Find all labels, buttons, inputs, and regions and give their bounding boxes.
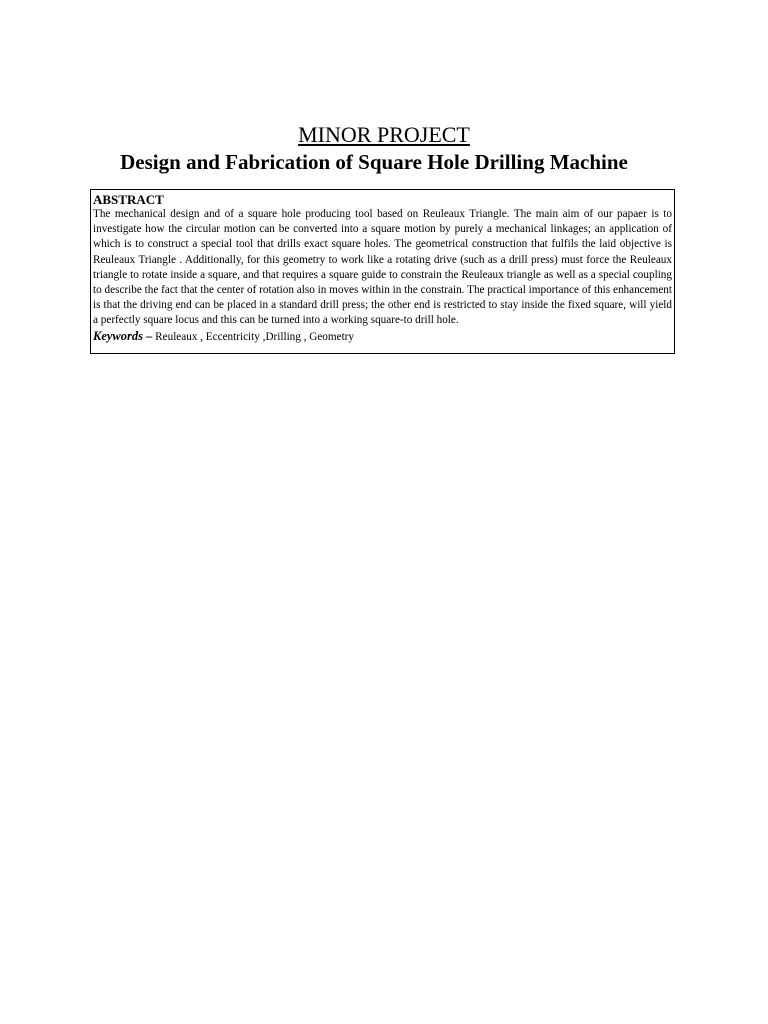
keywords-label: Keywords – xyxy=(93,328,153,343)
abstract-heading: ABSTRACT xyxy=(93,192,164,207)
abstract-body: The mechanical design and of a square hole producing tool based on Reuleaux Triangle. The main aim of our papaer is to investigate how the circular motion can be converted into a square motion by purely a mechanical linkages; an application of which is to construct a special tool that drills exact square holes. The geometrical construction that fulfils the laid objective is Reuleaux Triangle . Additionally, for this geometry to work like a rotating drive (such as a drill press) must force the Reuleaux triangle to rotate inside a square, and that requires a square guide to constrain the Reuleaux triangle as well as a special coupling to describe the fact that the center of rotation also in moves within in the constrain. The practical importance of this enhancement is that the driving end can be placed in a standard drill press; the other end is restricted to stay inside the fixed square, will yield a perfectly square locus and this can be turned into a working square-to drill hole. xyxy=(93,208,672,327)
document-title: Design and Fabrication of Square Hole Drilling Machine xyxy=(120,150,628,174)
abstract-box xyxy=(90,189,675,354)
keywords-text: Reuleaux , Eccentricity ,Drilling , Geometry xyxy=(152,330,354,343)
keywords-line xyxy=(93,329,672,345)
document-heading: MINOR PROJECT xyxy=(298,122,470,147)
